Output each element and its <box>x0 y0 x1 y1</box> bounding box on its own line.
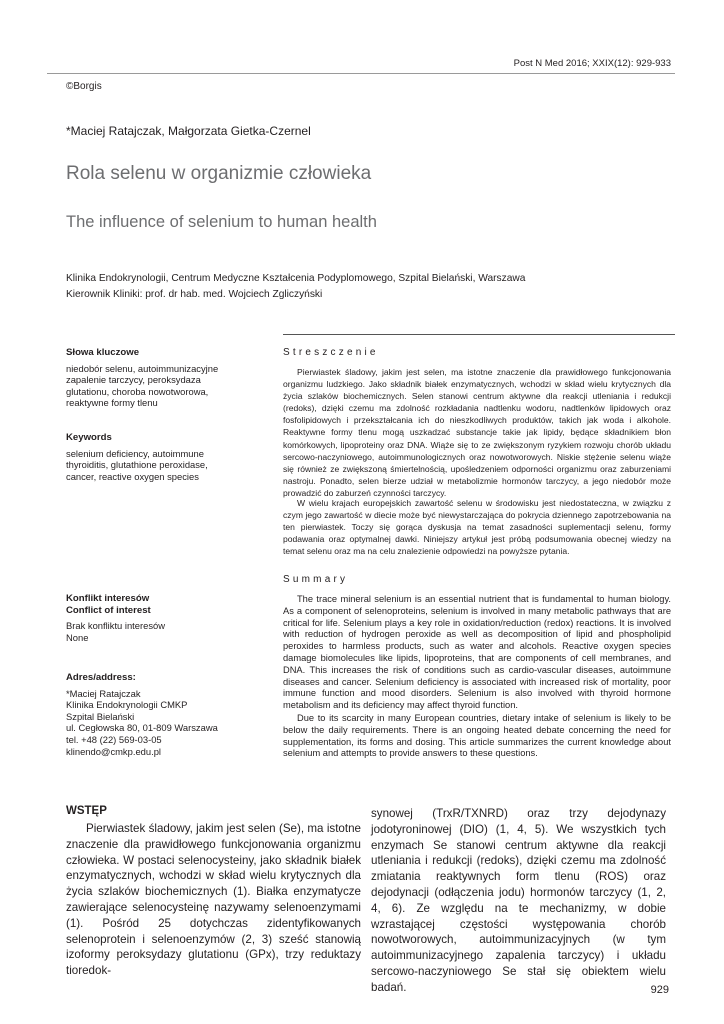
keywords-pl-line: zapalenie tarczycy, peroksydaza <box>66 374 201 386</box>
head-of-clinic: Kierownik Kliniki: prof. dr hab. med. Wojciech Zgliczyński <box>66 289 323 300</box>
title-english: The influence of selenium to human health <box>66 213 377 231</box>
keywords-pl-heading: Słowa kluczowe <box>66 347 140 358</box>
affiliation: Klinika Endokrynologii, Centrum Medyczne Kształcenia Podyplomowego, Szpital Bielański, Warszawa <box>66 273 526 284</box>
conflict-heading-en: Conflict of interest <box>66 604 151 616</box>
authors: *Maciej Ratajczak, Małgorzata Gietka-Czernel <box>66 124 311 138</box>
address-heading: Adres/address: <box>66 672 136 683</box>
abstract-en-paragraph: Due to its scarcity in many European countries, dietary intake of selenium is likely to be below the daily requirements. There is an ongoing heated debate concerning the need for supplementation, its forms and dosing. This article summarizes the current knowledge about selenium and attempts to provide answers to these questions. <box>283 713 671 759</box>
conflict-text-en: None <box>66 631 89 643</box>
section-heading: WSTĘP <box>66 805 107 817</box>
abstract-en-paragraph: The trace mineral selenium is an essential nutrient that is fundamental to human biology. As a component of selenoproteins, selenium is involved in many metabolic pathways that are critical for life. Selenium plays a key role in oxidation/reduction (redox) reactions. It is involved with reduction of hydrogen peroxide as well as decomposition of lipid and phospholipid peroxides to harmless products, such as water and alcohols. Reactive oxygen species damage biomolecules like lipids, lipoproteins, that are components of cell membranes, and DNA. This increases the risk of conditions such as cardio-vascular diseases, autoimmune diseases and cancer. Selenium deficiency is associated with increased risk of mortality, poor immune function and mood disorders. Selenium is also involved with thyroid hormone metabolism and its deficiency may affect thyroid function. <box>283 594 671 711</box>
keywords-en-line: selenium deficiency, autoimmune <box>66 447 204 459</box>
keywords-pl-line: glutationu, choroba nowotworowa, <box>66 385 209 397</box>
address-line: *Maciej Ratajczak <box>66 687 141 699</box>
keywords-pl-line: reaktywne formy tlenu <box>66 397 158 409</box>
keywords-pl-line: niedobór selenu, autoimmunizacyjne <box>66 362 219 374</box>
page-number: 929 <box>650 984 669 996</box>
body-column-left: Pierwiastek śladowy, jakim jest selen (Se), ma istotne znaczenie dla prawidłowego funkcjonowania organizmu człowieka. W postaci selenocysteiny, jako składnik białek enzymatycznych, wchodzi w skład wielu krytycznych dla życia szlaków biochemicznych (1). Białka enzymatycze zawierające selenocysteinę nazywamy selenoenzymami (1). Pośród 25 dotychczas zidentyfikowanych selenoprotein i selenoenzymów (2, 3) sześć stanowią izoformy peroksydazy glutationu (GPx), trzy reduktazy tioredok- <box>66 822 361 978</box>
keywords-en-line: thyroiditis, glutathione peroxidase, <box>66 459 208 471</box>
conflict-block <box>66 593 266 643</box>
abstract-pl-paragraph: W wielu krajach europejskich zawartość selenu w środowisku jest niedostateczna, w związku z czym jego zawartość w diecie może być niewystarczająca do pokrycia dziennego zapotrzebowania na ten pierwiastek. Toczy się gorąca dyskusja na temat zasadności suplementacji selenu, formy podawania oraz optymalnej dawki. Niniejszy artykuł jest próbą podsumowania obecnej wiedzy na temat selenu oraz ma na celu znalezienie odpowiedzi na powyższe pytania. <box>283 498 671 557</box>
address-email[interactable]: klinendo@cmkp.edu.pl <box>66 745 161 757</box>
publisher: ©Borgis <box>66 81 102 92</box>
conflict-heading-pl: Konflikt interesów <box>66 593 150 604</box>
abstract-pl-paragraph: Pierwiastek śladowy, jakim jest selen, ma istotne znaczenie dla prawidłowego funkcjonowania organizmu ludzkiego. Jako składnik białek enzymatycznych, wchodzi w skład wielu krytycznych dla życia szlaków biochemicznych. Selen stanowi centrum aktywne dla reakcji utleniania i redukcji (redoks), dzięki czemu ma zdolność rozkładania nadtlenku wodoru, nadtlenków lipidowych oraz fosfolipidowych i przekształcania ich do nieszkodliwych produktów, takich jak woda i alkohole. Reaktywne formy tlenu mogą uszkadzać substancje takie jak lipidy, będące składnikiem błon komórkowych, lipoproteiny oraz DNA. Wiąże się to ze zwiększonym ryzykiem rozwoju chorób układu sercowo-naczyniowego, autoimmunologicznych oraz nowotworowych. Niskie stężenie selenu wiąże się również ze zwiększoną śmiertelnością, upośledzeniem odporności organizmu oraz zaburzeniami nastroju. Ponadto, selen bierze udział w metabolizmie hormonów tarczycy, a jego niedobór może prowadzić do zaburzeń czynności tarczycy. <box>283 367 671 498</box>
title-polish: Rola selenu w organizmie człowieka <box>66 163 372 184</box>
journal-reference: Post N Med 2016; XXIX(12): 929-933 <box>513 58 671 69</box>
body-column-right: synowej (TrxR/TXNRD) oraz trzy dejodynazy jodotyroninowej (DIO) (1, 4, 5). We wszystkich tych enzymach Se stanowi centrum aktywne dla reakcji utleniania i redukcji (redoks), dzięki czemu ma zdolność zmiatania reaktywnych form tlenu (ROS) oraz dejodynacji (odłączenia jodu) hormonów tarczycy (1, 2, 4, 6). Ze względu na te mechanizmy, w dobie wzrastającej częstości występowania chorób nowotworowych, autoimmunizacyjnych (w tym autoimmunizacyjnego zapalenia tarczycy) i układu sercowo-naczyniowego Se stał się obiektem wielu badań. <box>371 807 666 994</box>
header-rule <box>47 73 675 74</box>
keywords-en-heading: Keywords <box>66 432 112 443</box>
abstract-rule <box>283 334 675 335</box>
address-line: tel. +48 (22) 569-03-05 <box>66 733 162 745</box>
keywords-pl-block <box>66 347 266 409</box>
address-line: Szpital Bielański <box>66 710 135 722</box>
abstract-pl-heading: Streszczenie <box>283 347 379 358</box>
address-line: ul. Cegłowska 80, 01-809 Warszawa <box>66 722 218 734</box>
keywords-en-line: cancer, reactive oxygen species <box>66 470 199 482</box>
abstract-en-heading: Summary <box>283 574 349 585</box>
conflict-text-pl: Brak konfliktu interesów <box>66 620 166 632</box>
address-block <box>66 672 266 757</box>
keywords-en-block <box>66 432 266 482</box>
address-line: Klinika Endokrynologii CMKP <box>66 699 188 711</box>
